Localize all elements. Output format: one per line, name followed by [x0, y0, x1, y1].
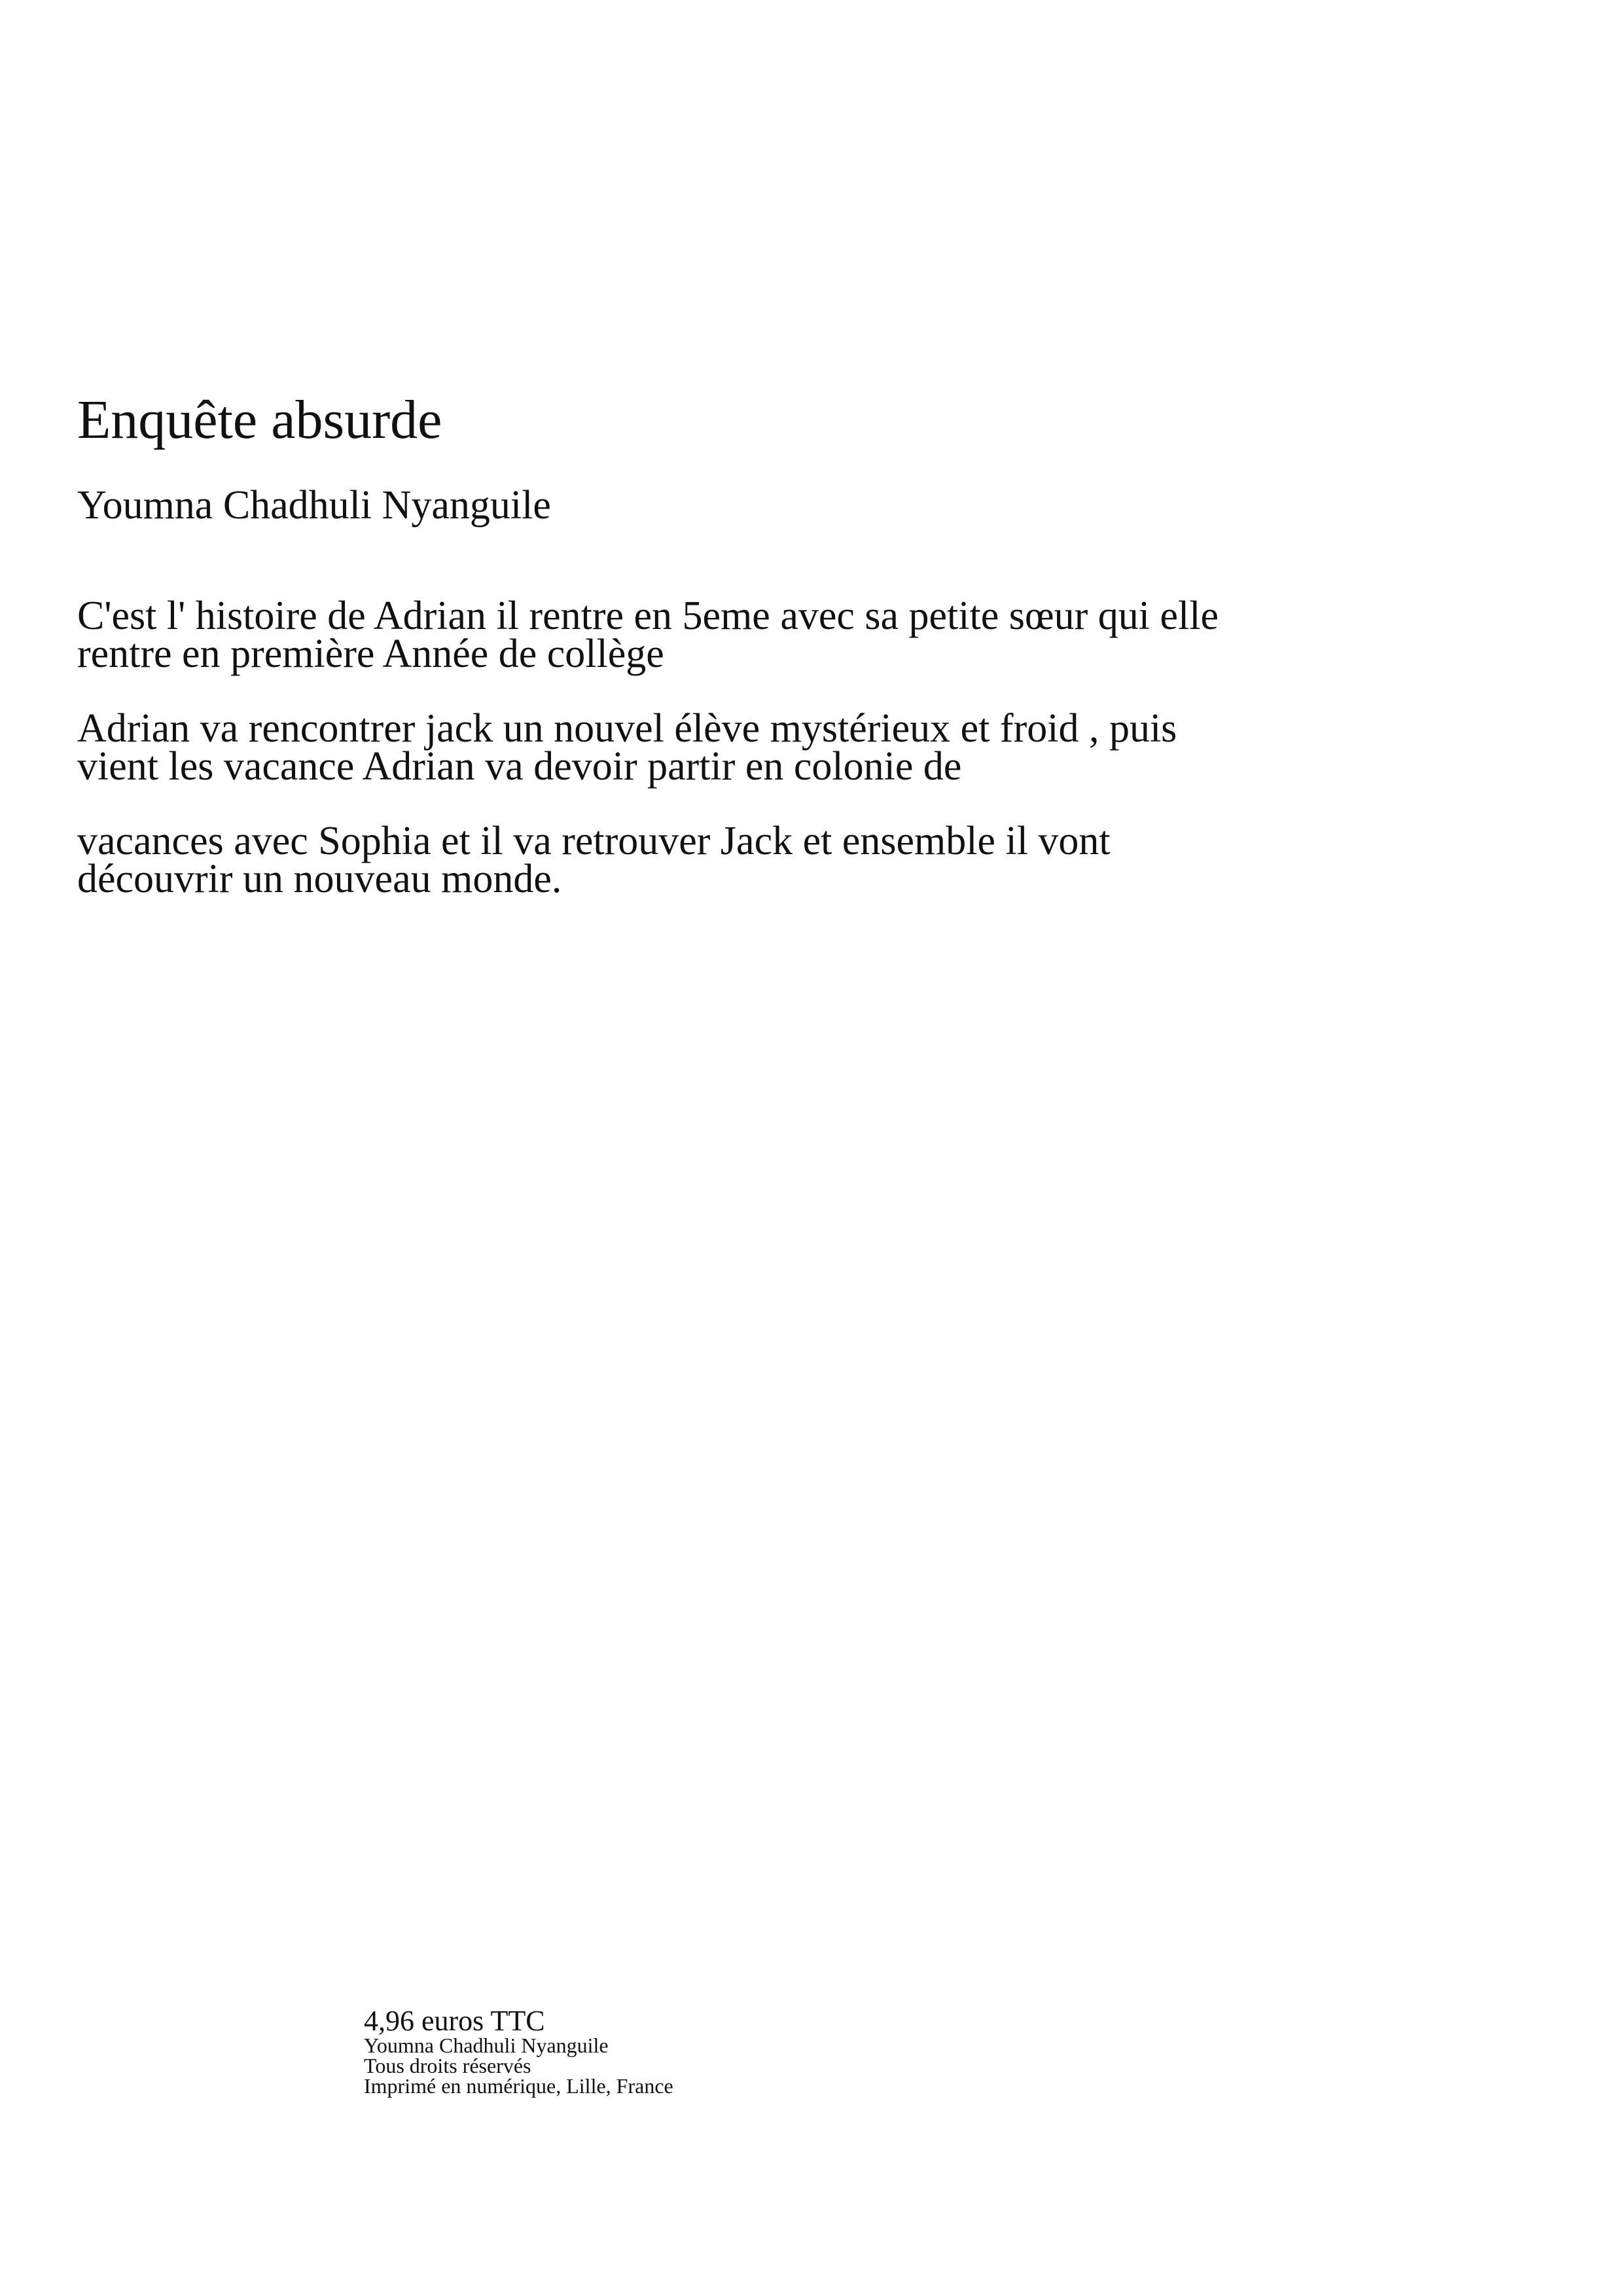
blurb-paragraph: vacances avec Sophia et il va retrouver Jack et ensemble il vont découvrir un nouveau monde.: [77, 819, 1111, 901]
book-author: Youmna Chadhuli Nyanguile: [77, 483, 551, 528]
blurb-paragraph: Adrian va rencontrer jack un nouvel élève mystérieux et froid , puis vient les vacance Adrian va devoir partir en colonie de: [77, 706, 1177, 789]
colophon-author: Youmna Chadhuli Nyanguile: [364, 2034, 609, 2057]
book-blurb: [77, 594, 1255, 935]
book-title: Enquête absurde: [77, 389, 442, 450]
printing-notice: Imprimé en numérique, Lille, France: [364, 2074, 673, 2098]
blurb-paragraph: C'est l' histoire de Adrian il rentre en 5eme avec sa petite sœur qui elle rentre en première Année de collège: [77, 594, 1219, 676]
rights-notice: Tous droits réservés: [364, 2054, 531, 2077]
price-label: 4,96 euros TTC: [364, 2005, 545, 2037]
colophon: [364, 2007, 1149, 2096]
